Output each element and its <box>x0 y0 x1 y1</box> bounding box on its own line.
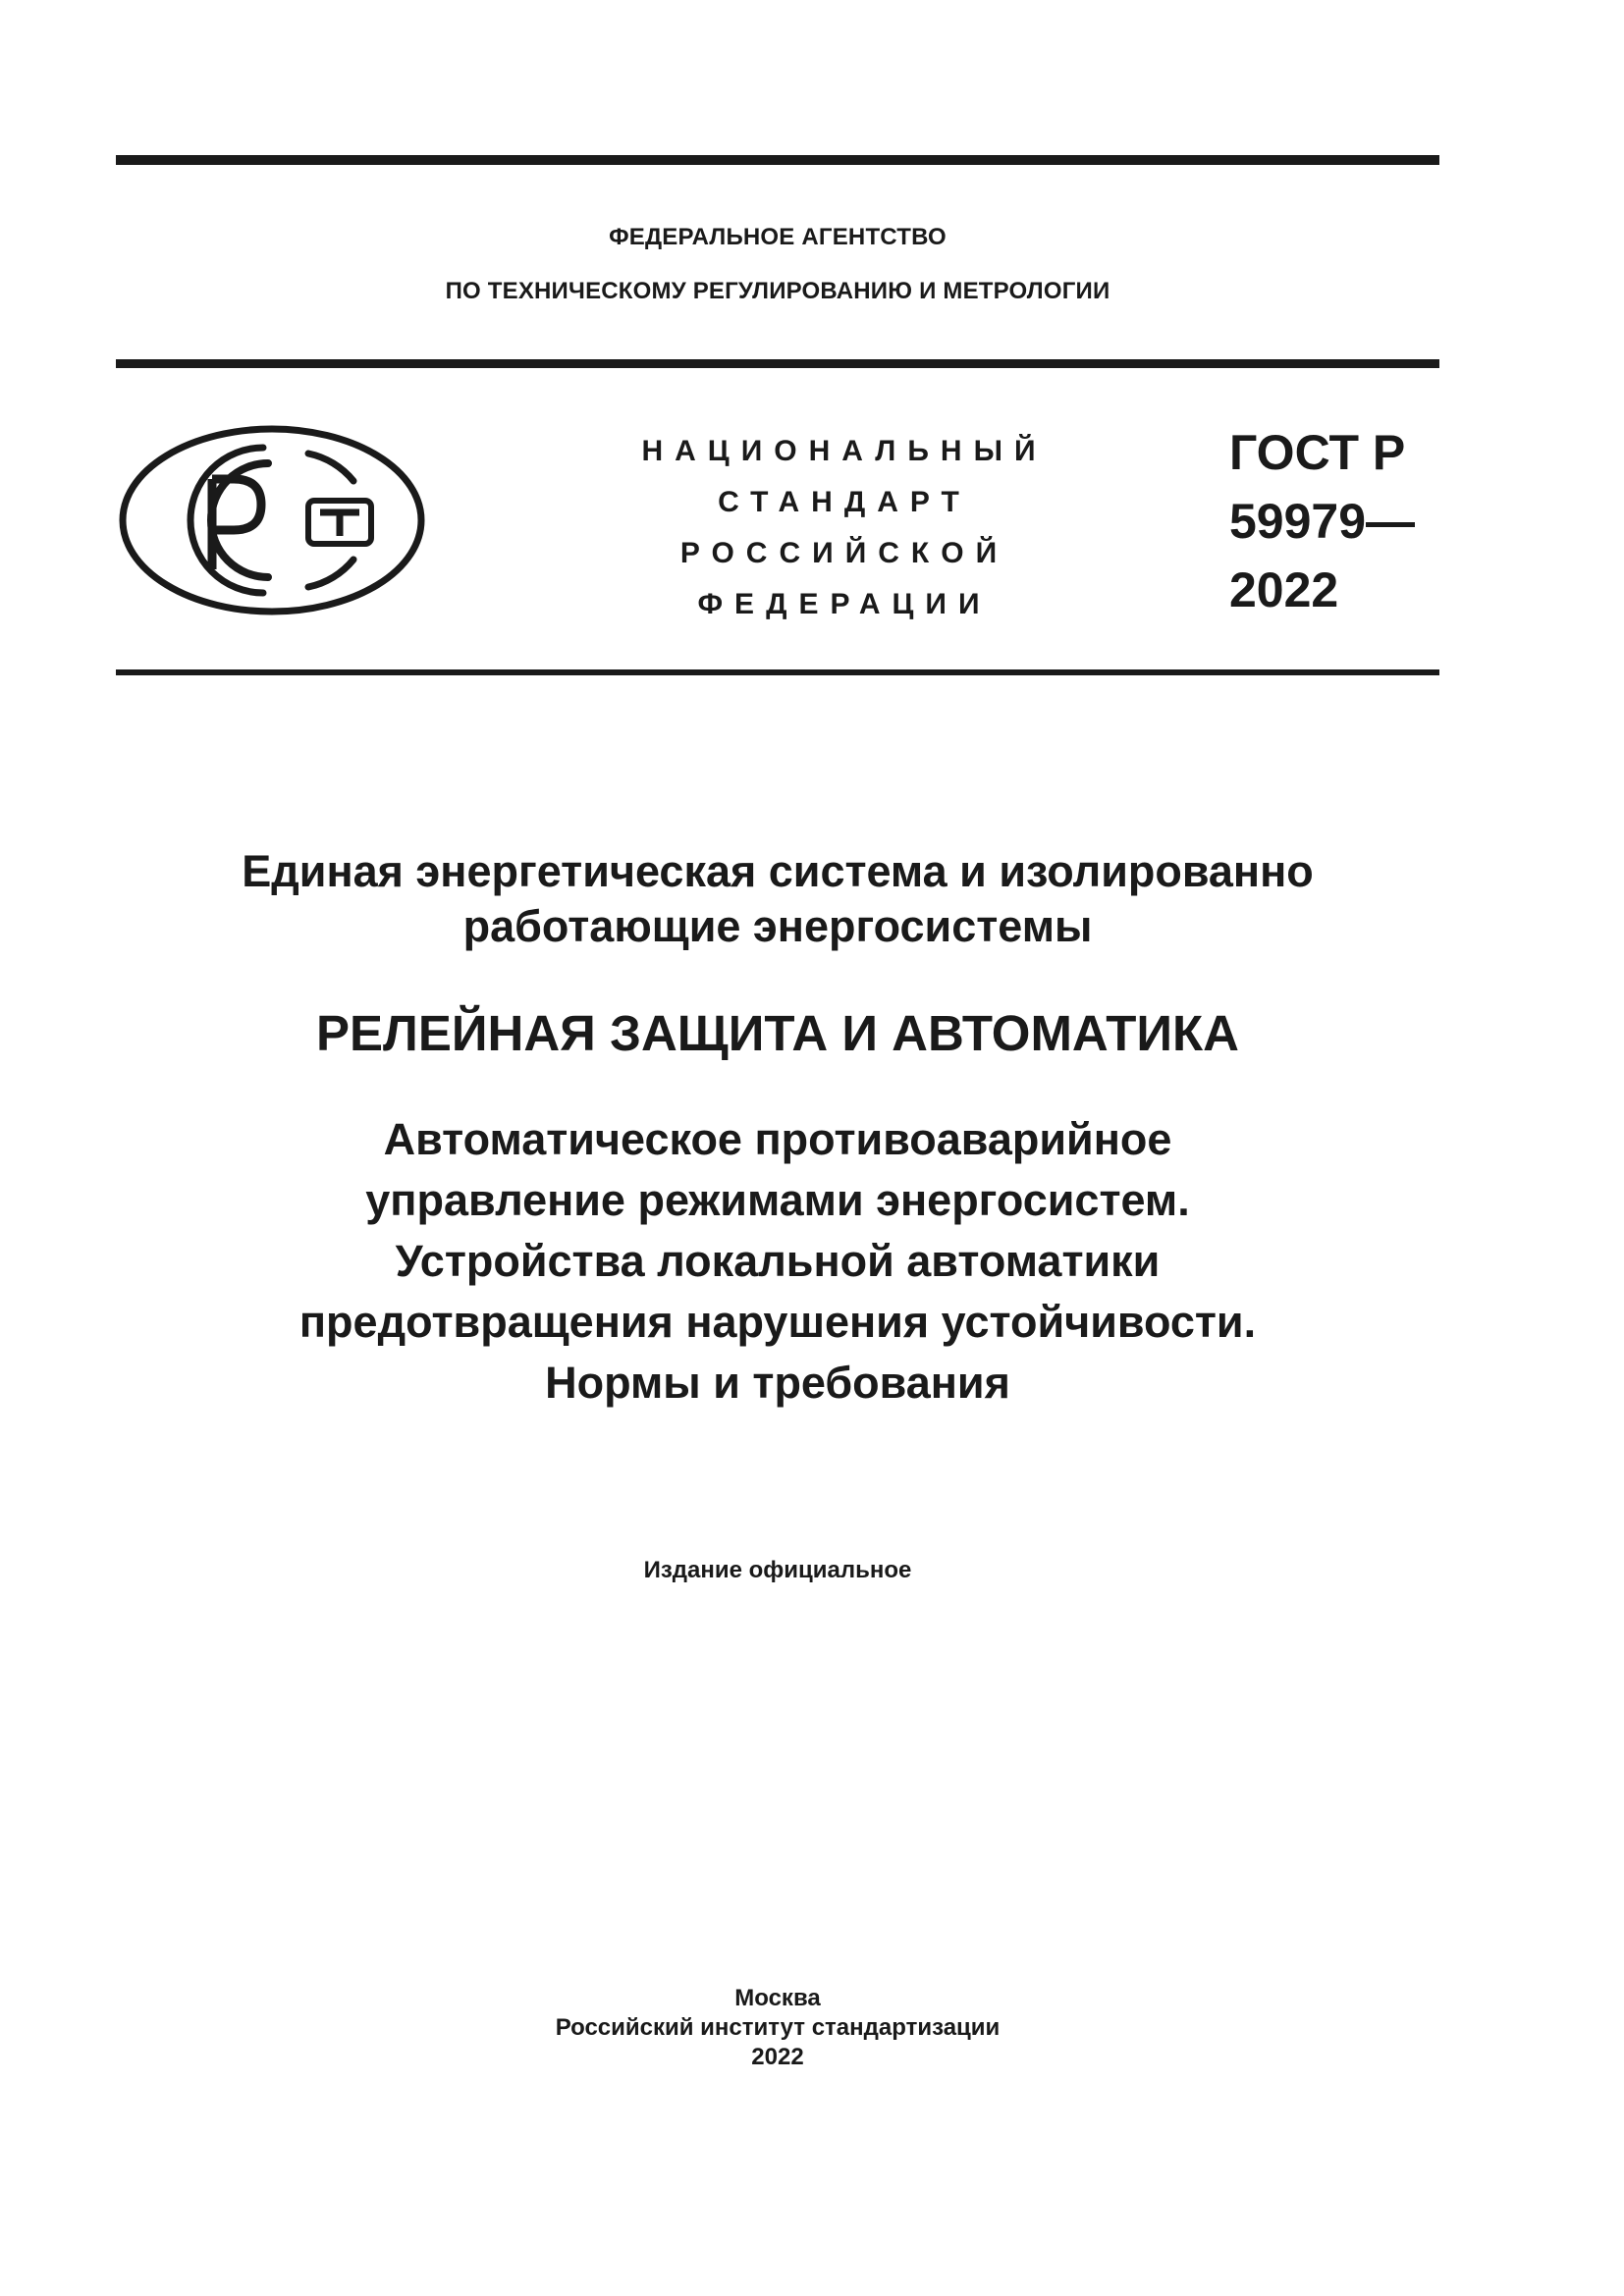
subtitle-line-1: Автоматическое противоаварийное <box>383 1114 1172 1164</box>
standard-code <box>1229 418 1415 624</box>
national-standard-line-3: РОССИЙСКОЙ <box>679 537 1009 569</box>
agency-line-2: ПО ТЕХНИЧЕСКОМУ РЕГУЛИРОВАНИЮ И МЕТРОЛОГИИ <box>445 278 1110 304</box>
bottom-rule <box>116 669 1439 675</box>
standard-code-line-3: 2022 <box>1229 562 1339 617</box>
main-title: РЕЛЕЙНАЯ ЗАЩИТА И АВТОМАТИКА <box>316 1005 1239 1061</box>
rst-certification-mark-icon <box>116 422 428 618</box>
standard-code-line-2: 59979— <box>1229 494 1416 549</box>
subtitle-line-2: управление режимами энергосистем. <box>365 1175 1190 1225</box>
top-rule <box>116 155 1439 165</box>
standard-code-line-1: ГОСТ Р <box>1229 425 1406 480</box>
national-standard-line-1: НАЦИОНАЛЬНЫЙ <box>641 435 1048 467</box>
series-title-line-1: Единая энергетическая система и изолированно <box>242 846 1314 896</box>
national-standard-label <box>589 426 1100 630</box>
subtitle-line-3: Устройства локальной автоматики <box>395 1236 1161 1286</box>
subtitle <box>116 1109 1439 1414</box>
series-title <box>116 844 1439 954</box>
series-title-line-2: работающие энергосистемы <box>462 901 1093 951</box>
publication-footer <box>116 1984 1439 2072</box>
subtitle-line-5: Нормы и требования <box>545 1358 1010 1408</box>
national-standard-line-2: СТАНДАРТ <box>718 486 971 518</box>
agency-line-1: ФЕДЕРАЛЬНОЕ АГЕНТСТВО <box>609 224 947 250</box>
footer-year: 2022 <box>751 2044 804 2070</box>
edition-label: Издание официальное <box>643 1557 912 1583</box>
national-standard-line-4: ФЕДЕРАЦИИ <box>697 588 992 620</box>
middle-rule <box>116 359 1439 368</box>
footer-city: Москва <box>734 1985 821 2011</box>
footer-publisher: Российский институт стандартизации <box>555 2014 1001 2041</box>
subtitle-line-4: предотвращения нарушения устойчивости. <box>298 1297 1257 1347</box>
